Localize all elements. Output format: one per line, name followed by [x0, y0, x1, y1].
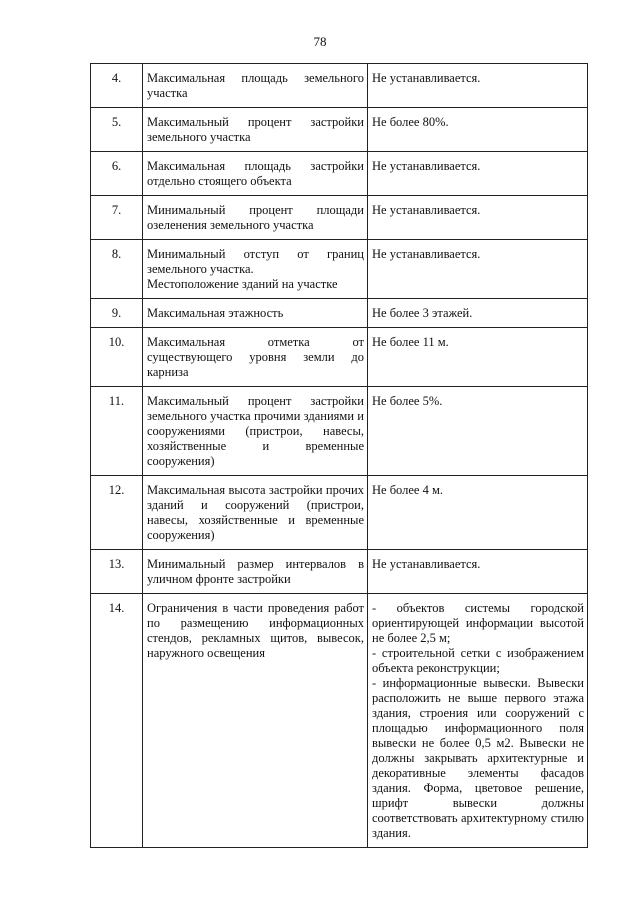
value-cell [368, 152, 588, 196]
row-number: 13. [91, 550, 143, 594]
parameter-cell [143, 299, 368, 328]
value-cell [368, 476, 588, 550]
value-text: Не более 3 этажей. [372, 306, 473, 320]
value-text: Не устанавливается. [372, 203, 481, 217]
parameter-text: Местоположение зданий на участке [147, 277, 338, 291]
row-number: 12. [91, 476, 143, 550]
value-text: Не более 5%. [372, 394, 443, 408]
row-number: 11. [91, 387, 143, 476]
table-row [91, 240, 588, 299]
value-cell [368, 594, 588, 848]
value-text: Не более 4 м. [372, 483, 444, 497]
parameter-cell [143, 594, 368, 848]
parameter-cell [143, 64, 368, 108]
parameter-text: Максимальная отметка от существующего уровня земли до карниза [147, 335, 364, 379]
table-row [91, 476, 588, 550]
table-row [91, 328, 588, 387]
value-cell [368, 328, 588, 387]
parameter-text: Минимальный отступ от границ земельного участка. [147, 247, 364, 276]
value-text: - объектов системы городской ориентирующей информации высотой не более 2,5 м; [372, 601, 584, 645]
value-cell [368, 196, 588, 240]
parameter-cell [143, 476, 368, 550]
row-number: 5. [91, 108, 143, 152]
row-number: 4. [91, 64, 143, 108]
parameter-text: Ограничения в части проведения работ по размещению информационных стендов, рекламных щитов, вывесок, наружного освещения [147, 601, 364, 660]
table-row [91, 108, 588, 152]
value-text: Не более 80%. [372, 115, 449, 129]
parameter-text: Максимальная площадь земельного участка [147, 71, 364, 100]
table-body [91, 64, 588, 848]
value-text: Не более 11 м. [372, 335, 449, 349]
table-row [91, 196, 588, 240]
parameter-cell [143, 550, 368, 594]
parameter-cell [143, 108, 368, 152]
parameter-text: Максимальная высота застройки прочих зданий и сооружений (пристрои, навесы, хозяйственные и временные сооружения) [147, 483, 364, 542]
table-row [91, 64, 588, 108]
table-row [91, 152, 588, 196]
value-text: - строительной сетки с изображением объекта реконструкции; [372, 646, 584, 675]
table-row [91, 594, 588, 848]
parameter-text: Максимальный процент застройки земельного участка [147, 115, 364, 144]
row-number: 8. [91, 240, 143, 299]
row-number: 6. [91, 152, 143, 196]
value-cell [368, 387, 588, 476]
row-number: 9. [91, 299, 143, 328]
row-number: 14. [91, 594, 143, 848]
parameters-table [90, 63, 588, 848]
value-cell [368, 550, 588, 594]
table-row [91, 387, 588, 476]
value-cell [368, 240, 588, 299]
value-text: Не устанавливается. [372, 557, 481, 571]
row-number: 7. [91, 196, 143, 240]
table-row [91, 299, 588, 328]
value-cell [368, 64, 588, 108]
row-number: 10. [91, 328, 143, 387]
table-row [91, 550, 588, 594]
parameter-cell [143, 240, 368, 299]
value-text: - информационные вывески. Вывески расположить не выше первого этажа здания, строения или сооружений с площадью информационного поля вывески не более 0,5 м2. Вывески не должны закрывать архитектурные и декоративные элементы фасадов здания. Форма, цветовое решение, шрифт вывески должны соответствовать архитектурному стилю здания. [372, 676, 584, 840]
parameter-text: Максимальная этажность [147, 306, 284, 320]
parameter-text: Максимальный процент застройки земельного участка прочими зданиями и сооружениями (пристрои, навесы, хозяйственные и временные сооружения) [147, 394, 364, 468]
value-text: Не устанавливается. [372, 247, 481, 261]
value-cell [368, 108, 588, 152]
parameter-cell [143, 152, 368, 196]
page-number: 78 [313, 34, 327, 49]
parameter-text: Максимальная площадь застройки отдельно стоящего объекта [147, 159, 364, 188]
value-text: Не устанавливается. [372, 71, 481, 85]
parameter-cell [143, 196, 368, 240]
value-text: Не устанавливается. [372, 159, 481, 173]
parameter-cell [143, 328, 368, 387]
parameter-text: Минимальный процент площади озеленения земельного участка [147, 203, 364, 232]
parameter-cell [143, 387, 368, 476]
parameter-text: Минимальный размер интервалов в уличном фронте застройки [147, 557, 364, 586]
value-cell [368, 299, 588, 328]
